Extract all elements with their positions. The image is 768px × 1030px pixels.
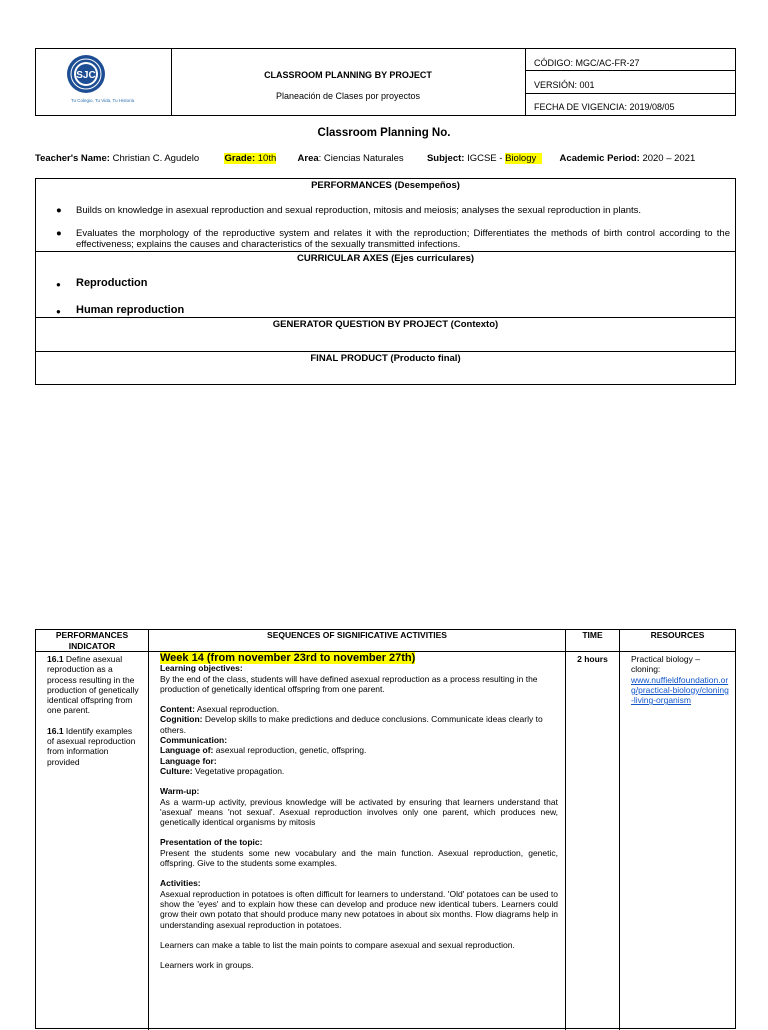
divider	[36, 251, 735, 252]
resources-cell	[631, 654, 731, 705]
period-label: Academic Period:	[559, 153, 640, 164]
header-meta-cell	[526, 49, 735, 115]
final-product-title: FINAL PRODUCT (Producto final)	[310, 353, 461, 364]
teacher-label: Teacher's Name:	[35, 153, 110, 164]
table-text: Learners can make a table to list the main points to compare asexual and sexual reproduction.	[160, 939, 515, 950]
resources-text: Practical biology – cloning:	[631, 654, 700, 675]
area-value: : Ciencias Naturales	[318, 153, 404, 164]
column-header-time: TIME	[582, 630, 603, 640]
form-title: CLASSROOM PLANNING BY PROJECT	[264, 70, 432, 80]
column-divider	[619, 630, 620, 1030]
activities-table	[35, 629, 736, 1029]
column-header-resources: RESOURCES	[650, 630, 705, 640]
performance-item: ● Builds on knowledge in asexual reproduction and sexual reproduction, mitosis and meiosis; analyses the sexual reproduction in plants.	[56, 205, 642, 216]
activities-text: Asexual reproduction in potatoes is often difficult for learners to understand. 'Old' potatoes can be used to show the 'eyes' and to explain how these can develop and produce new identical tubers. Learners could grow their own potato that should produce many new potatoes in about six months. Flow diagrams help in understanding asexual reproduction in potatoes.	[160, 888, 558, 930]
warmup-text: As a warm-up activity, previous knowledge will be activated by ensuring that learners understand that 'asexual' means 'not sexual'. Asexual reproduction involves only one parent, which produces new, genetically identical organisms by mitosis	[160, 796, 558, 828]
info-line	[35, 153, 736, 164]
bullet-icon: ●	[56, 205, 62, 216]
column-header-activities: SEQUENCES OF SIGNIFICATIVE ACTIVITIES	[267, 630, 447, 640]
period-value: 2020 – 2021	[642, 153, 696, 164]
bullet-icon: ●	[56, 307, 61, 316]
generator-question-title: GENERATOR QUESTION BY PROJECT (Contexto)	[272, 319, 499, 330]
form-subtitle: Planeación de Clases por proyectos	[275, 91, 421, 101]
logo-tagline: Tu Colegio, Tu Vida, Tu Historia	[70, 98, 135, 103]
divider	[36, 351, 735, 352]
teacher-value: Christian C. Agudelo	[112, 153, 200, 164]
logo-cell	[36, 49, 172, 115]
bullet-icon: ●	[56, 280, 61, 289]
header-title-cell	[171, 49, 526, 115]
subject-prefix: IGCSE -	[467, 153, 506, 164]
form-version: VERSIÓN: 001	[534, 80, 595, 90]
svg-text:SJC: SJC	[76, 70, 96, 81]
divider	[526, 93, 735, 94]
week-label: Week 14 (from november 23rd to november 27th)	[160, 652, 416, 664]
document-header	[35, 48, 736, 116]
bullet-icon: ●	[56, 228, 62, 239]
axis-item: ● Human reproduction	[56, 304, 185, 316]
grade-label: Grade:	[224, 153, 256, 164]
indicator-item: 16.1 Define asexual reproduction as a process resulting in the production of genetically identical offspring from one parent.	[47, 654, 139, 716]
grade-value: 10th	[257, 153, 277, 164]
activities-cell: Week 14 (from november 23rd to november 27th) Learning objectives: By the end of the class, students will have defined asexual reproduction as a process resulting in the production of genetically identical offspring from one parent. Content: Asexual reproduction. Cognition: Develop skills to make predictions and deduce conclusions. Communicate ideas clearly to others. Communication: Language of: asexual reproduction, genetic, offspring. Language for: Culture: Vegetative propagation. Warm-up: As a warm-up activity, previous knowledge will be activated by ensuring that learners understand that 'asexual' means 'not sexual'. Asexual reproduction involves only one parent, which produces new, genetically identical organisms by mitosis Presentation of the topic: Present the students some new vocabulary and the main function. Asexual reproduction, genetic, offspring. Give to the students some examples. Activities: Asexual reproduction in potatoes is often difficult for learners to understand. 'Old' potatoes can be used to show the 'eyes' and to explain how these can develop and produce new identical tubers. Learners could grow their own potato that should produce many new potatoes in about six months. Flow diagrams help in understanding asexual reproduction in potatoes. Learners can make a table to list the main points to compare asexual and sexual reproduction. Learners work in groups.	[160, 652, 558, 971]
area-label: Area	[297, 153, 319, 164]
column-divider	[565, 630, 566, 1030]
form-validity: FECHA DE VIGENCIA: 2019/08/05	[534, 102, 675, 112]
column-divider	[148, 630, 149, 1030]
indicator-item: 16.1 Identify examples of asexual reproduction from information provided	[47, 725, 136, 767]
divider	[36, 317, 735, 318]
subject-label: Subject:	[426, 153, 465, 164]
performance-item: ● Evaluates the morphology of the reproductive system and relates it with the reproduction; Differentiates the methods of birth control according to the effectiveness; explains the causes and characteristics of the sexually transmitted infections.	[56, 228, 730, 250]
school-logo	[66, 54, 106, 94]
performances-title: PERFORMANCES (Desempeños)	[311, 180, 460, 191]
indicator-cell	[47, 654, 139, 767]
divider	[526, 70, 735, 71]
planning-sections	[35, 178, 736, 385]
axis-item: ● Reproduction	[56, 277, 148, 289]
curricular-axes-title: CURRICULAR AXES (Ejes curriculares)	[296, 253, 475, 264]
presentation-text: Present the students some new vocabulary and the main function. Asexual reproduction, genetic, offspring. Give to the students some examples.	[160, 847, 558, 869]
planning-title: Classroom Planning No.	[317, 127, 451, 139]
objectives-text: By the end of the class, students will have defined asexual reproduction as a process resulting in the production of genetically identical offspring from one parent.	[160, 673, 538, 694]
column-header-indicator: PERFORMANCES INDICATOR	[55, 630, 129, 651]
resources-link[interactable]: www.nuffieldfoundation.org/practical-biology/cloning-living-organism	[631, 674, 729, 706]
form-code: CÓDIGO: MGC/AC-FR-27	[534, 58, 640, 68]
subject-value: Biology	[505, 153, 542, 164]
time-cell: 2 hours	[577, 654, 608, 664]
group-text: Learners work in groups.	[160, 960, 254, 971]
